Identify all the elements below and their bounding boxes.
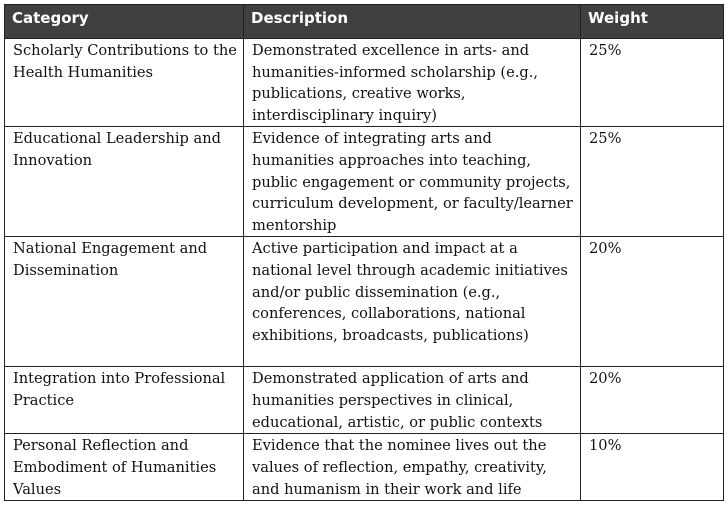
row-category: Educational Leadership and Innovation	[5, 127, 244, 237]
table-row	[5, 237, 724, 367]
row-description: Evidence that the nominee lives out the values of reflection, empathy, creativity, and humanism in their work and life	[244, 434, 581, 501]
row-category: Personal Reflection and Embodiment of Humanities Values	[5, 434, 244, 501]
table-row	[5, 434, 724, 501]
row-category: Scholarly Contributions to the Health Humanities	[5, 39, 244, 127]
row-description: Evidence of integrating arts and humanities approaches into teaching, public engagement or community projects, curriculum development, or faculty/learner mentorship	[244, 127, 581, 237]
table-row	[5, 127, 724, 237]
row-category: National Engagement and Dissemination	[5, 237, 244, 367]
table-row	[5, 367, 724, 434]
header-description: Description	[244, 5, 581, 39]
table-row	[5, 39, 724, 127]
row-description: Demonstrated excellence in arts- and humanities-informed scholarship (e.g., publications, creative works, interdisciplinary inquiry)	[244, 39, 581, 127]
row-weight: 20%	[581, 237, 724, 367]
row-description: Demonstrated application of arts and humanities perspectives in clinical, educational, artistic, or public contexts	[244, 367, 581, 434]
header-category: Category	[5, 5, 244, 39]
header-weight: Weight	[581, 5, 724, 39]
criteria-table	[4, 4, 724, 501]
row-weight: 10%	[581, 434, 724, 501]
row-weight: 25%	[581, 127, 724, 237]
table-header-row	[5, 5, 724, 39]
row-weight: 25%	[581, 39, 724, 127]
row-description: Active participation and impact at a national level through academic initiatives and/or public dissemination (e.g., conferences, collaborations, national exhibitions, broadcasts, publications)	[244, 237, 581, 367]
row-weight: 20%	[581, 367, 724, 434]
row-category: Integration into Professional Practice	[5, 367, 244, 434]
